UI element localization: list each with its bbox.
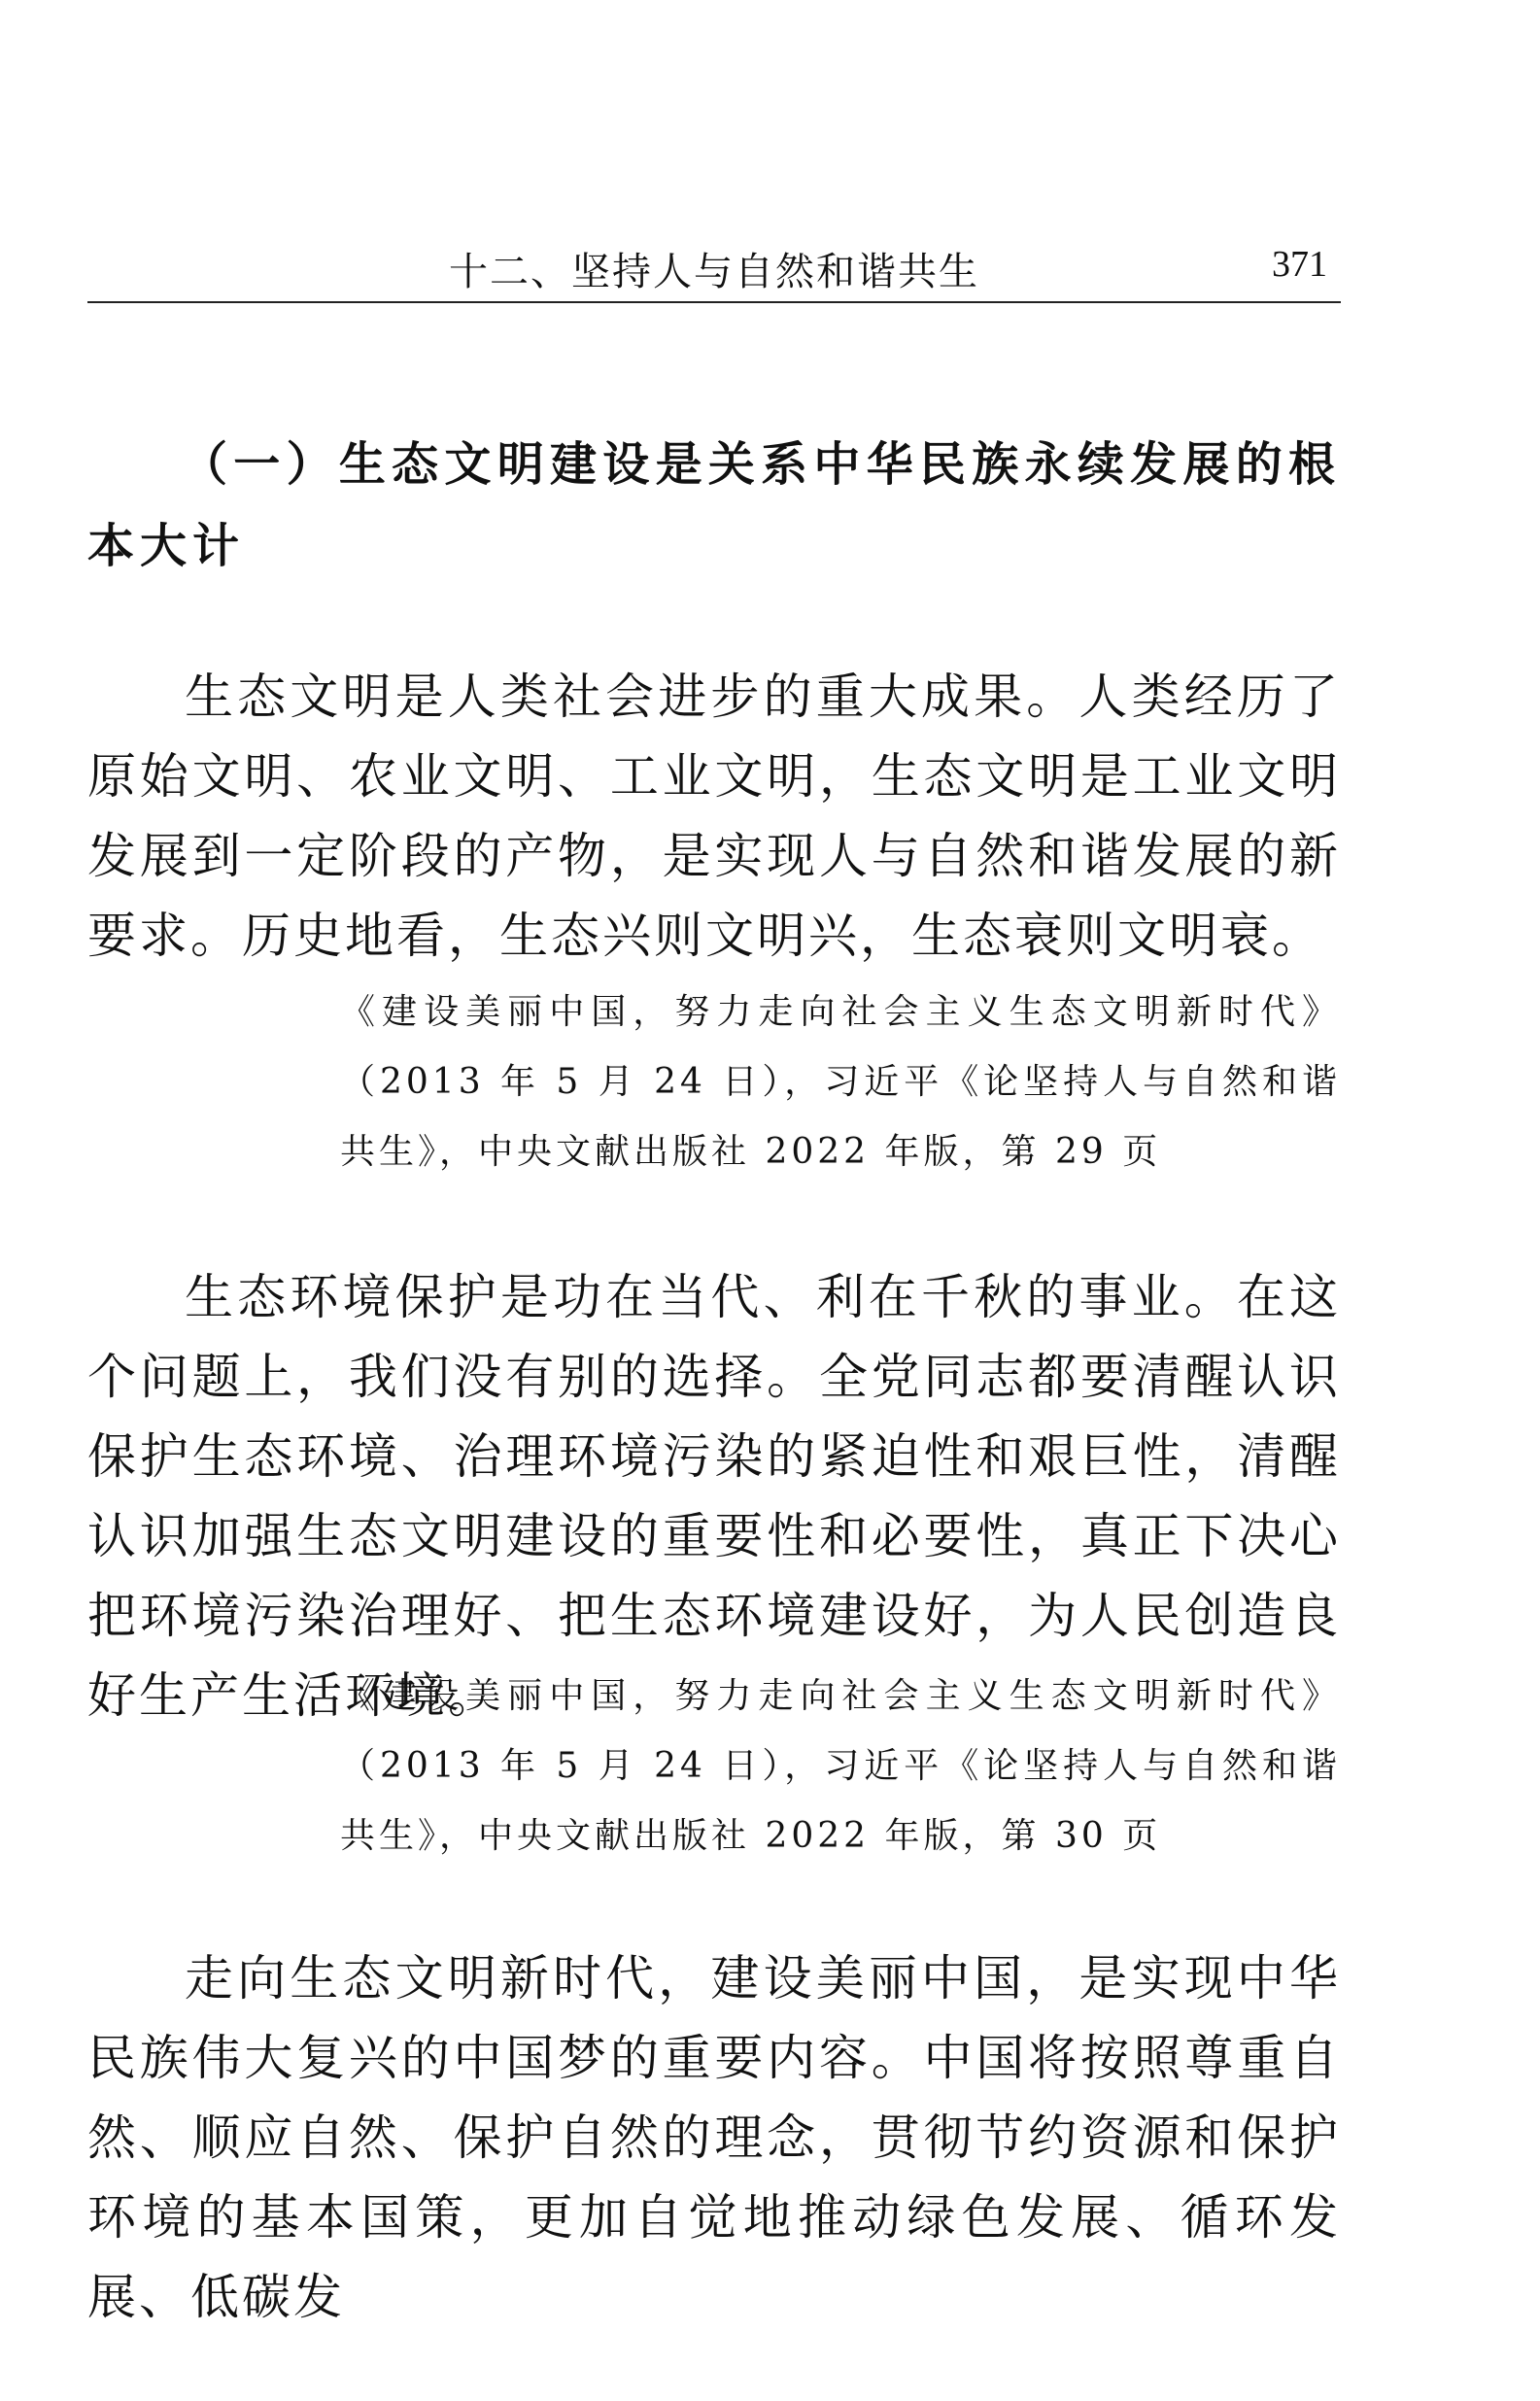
quote-paragraph-1: 生态文明是人类社会进步的重大成果。人类经历了原始文明、农业文明、工业文明，生态文明是工业文明发展到一定阶段的产物，是实现人与自然和谐发展的新要求。历史地看，生态兴则文明兴，生态衰则文明衰。	[87, 669, 1341, 964]
section-heading: （一）生态文明建设是关系中华民族永续发展的根本大计	[87, 437, 1341, 573]
quote-source-2: 《建设美丽中国，努力走向社会主义生态文明新时代》（2013 年 5 月 24 日），习近平《论坚持人与自然和谐共生》，中央文献出版社 2022 年版，第 30 页	[340, 1676, 1341, 1856]
page-number: 371	[1272, 244, 1327, 285]
running-title: 十二、坚持人与自然和谐共生	[449, 250, 979, 294]
quote-paragraph-2: 生态环境保护是功在当代、利在千秋的事业。在这个问题上，我们没有别的选择。全党同志都要清醒认识保护生态环境、治理环境污染的紧迫性和艰巨性，清醒认识加强生态文明建设的重要性和必要性，真正下决心把环境污染治理好、把生态环境建设好，为人民创造良好生产生活环境。	[87, 1269, 1341, 1724]
quote-source-1: 《建设美丽中国，努力走向社会主义生态文明新时代》（2013 年 5 月 24 日），习近平《论坚持人与自然和谐共生》，中央文献出版社 2022 年版，第 29 页	[340, 992, 1341, 1172]
quote-paragraph-3: 走向生态文明新时代，建设美丽中国，是实现中华民族伟大复兴的中国梦的重要内容。中国将按照尊重自然、顺应自然、保护自然的理念，贯彻节约资源和保护环境的基本国策，更加自觉地推动绿色发展、循环发展、低碳发	[87, 1950, 1341, 2325]
running-header	[87, 233, 1341, 303]
